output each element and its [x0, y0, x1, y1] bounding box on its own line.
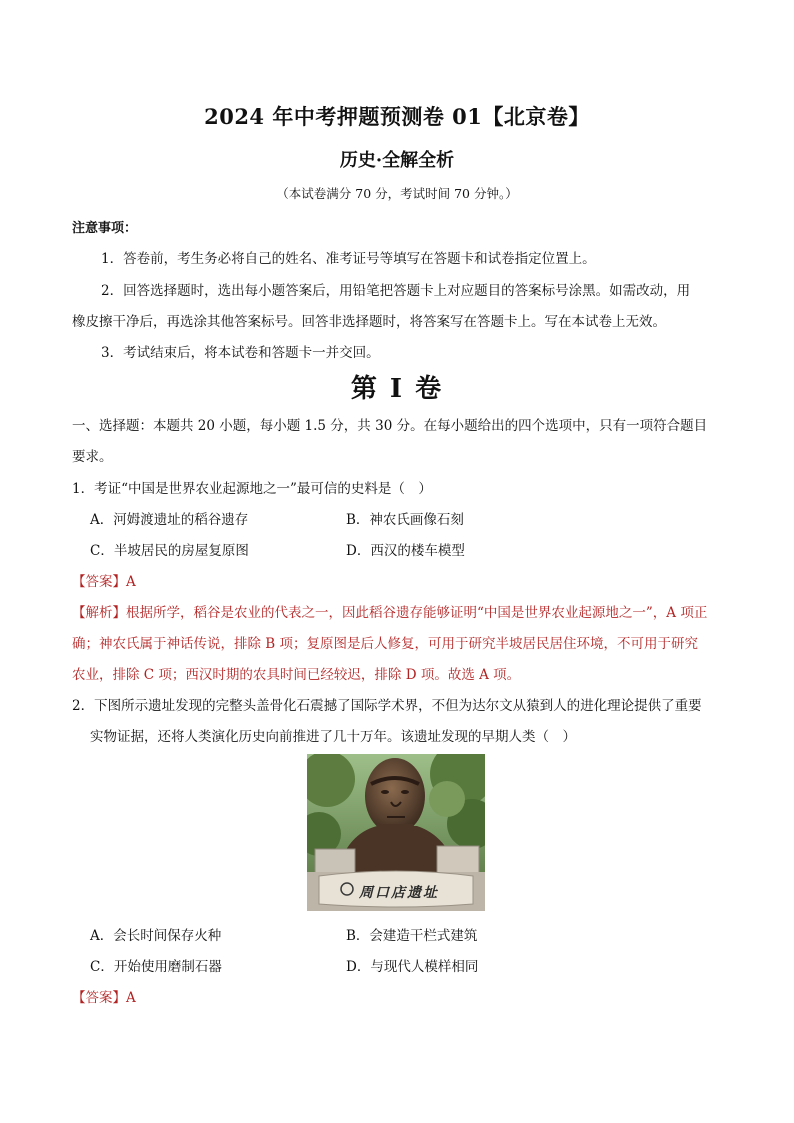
q1-analysis-line-3: 农业，排除 C 项；西汉时期的农具时间已经较迟，排除 D 项。故选 A 项。	[72, 667, 521, 683]
q1-option-d: D．西汉的楼车模型	[346, 543, 465, 559]
q2-option-b: B．会建造干栏式建筑	[346, 928, 478, 944]
q1-answer-value: A	[126, 574, 136, 590]
q1-analysis-line-1	[72, 601, 707, 621]
q2-answer-label: 【答案】	[72, 990, 126, 1006]
q1-answer-label: 【答案】	[72, 574, 126, 590]
section-title: 第 I 卷	[350, 374, 444, 404]
q1-option-b: B．神农氏画像石刻	[346, 512, 464, 528]
notice-item-2: 2．回答选择题时，选出每小题答案后，用铅笔把答题卡上对应题目的答案标号涂黑。如需改动，用	[101, 283, 691, 299]
exam-note: （本试卷满分 70 分，考试时间 70 分钟。）	[276, 186, 518, 201]
q2-option-c: C．开始使用磨制石器	[90, 959, 222, 975]
notice-item-1: 1．答卷前，考生务必将自己的姓名、准考证号等填写在答题卡和试卷指定位置上。	[101, 251, 596, 267]
q2-stem-line-1: 2．下图所示遗址发现的完整头盖骨化石震撼了国际学术界，不但为达尔文从猿到人的进化理论提供了重要	[72, 698, 702, 714]
notice-item-2-cont: 橡皮擦干净后，再选涂其他答案标号。回答非选择题时，将答案写在答题卡上。写在本试卷上无效。	[72, 314, 666, 330]
notice-item-3: 3．考试结束后，将本试卷和答题卡一并交回。	[101, 345, 380, 361]
q2-option-d: D．与现代人模样相同	[346, 959, 479, 975]
q1-analysis-text-1: 根据所学，稻谷是农业的代表之一，因此稻谷遗存能够证明“中国是世界农业起源地之一”，A 项正	[126, 605, 708, 621]
q2-stem-line-2: 实物证据，还将人类演化历史向前推进了几十万年。该遗址发现的早期人类（ ）	[90, 729, 576, 745]
page-title: 2024 年中考押题预测卷 01【北京卷】	[204, 104, 590, 129]
q1-answer	[72, 570, 136, 590]
part-intro-line-2: 要求。	[72, 449, 113, 465]
q1-option-a: A．河姆渡遗址的稻谷遗存	[90, 512, 249, 528]
q1-analysis-label: 【解析】	[72, 605, 126, 621]
notice-heading: 注意事项：	[72, 221, 138, 236]
q2-answer-value: A	[126, 990, 136, 1006]
q1-option-c: C．半坡居民的房屋复原图	[90, 543, 249, 559]
q1-stem: 1．考证“中国是世界农业起源地之一”最可信的史料是（ ）	[72, 481, 432, 497]
photo-caption: 周口店遗址	[359, 885, 439, 901]
zhoukoudian-photo	[307, 754, 485, 911]
page-subtitle: 历史·全解全析	[339, 150, 455, 171]
q2-answer	[72, 986, 136, 1006]
q1-analysis-line-2: 确；神农氏属于神话传说，排除 B 项；复原图是后人修复，可用于研究半坡居民居住环境，不可用于研究	[72, 636, 699, 652]
q2-option-a: A．会长时间保存火种	[90, 928, 222, 944]
part-intro-line-1: 一、选择题：本题共 20 小题，每小题 1.5 分，共 30 分。在每小题给出的四个选项中，只有一项符合题目	[72, 418, 708, 434]
